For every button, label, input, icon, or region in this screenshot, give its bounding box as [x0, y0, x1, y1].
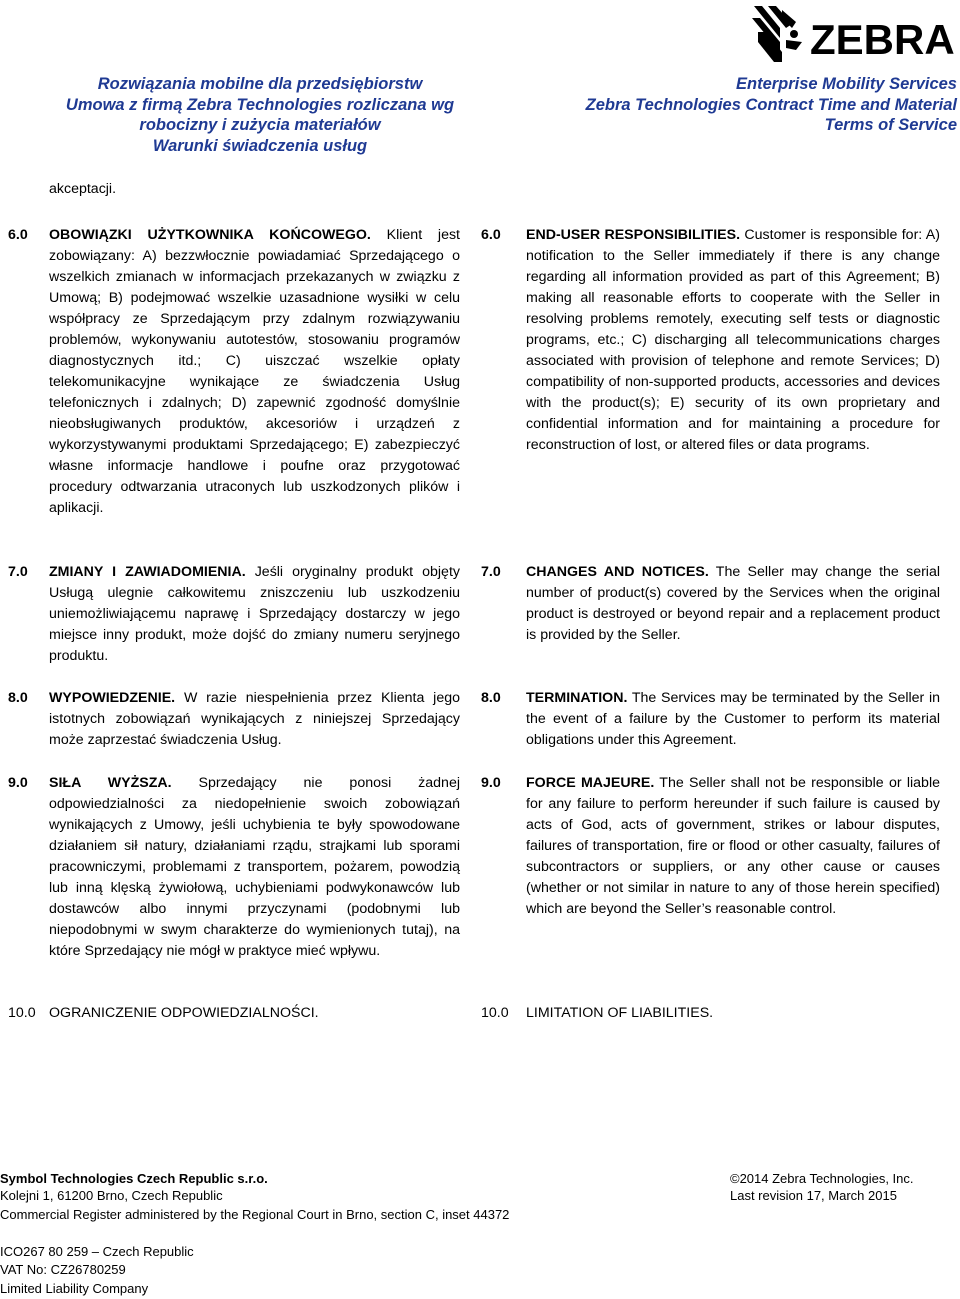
section-10-pl-title: OGRANICZENIE ODPOWIEDZIALNOŚCI.	[49, 1005, 319, 1021]
section-10-en-title: LIMITATION OF LIABILITIES.	[526, 1005, 714, 1021]
section-9-en	[526, 773, 940, 920]
section-number: 9.0	[481, 775, 501, 791]
footer-revision: Last revision 17, March 2015	[730, 1188, 897, 1203]
section-title: FORCE MAJEURE.	[526, 775, 655, 791]
section-number: 7.0	[481, 564, 501, 580]
section-body: Sprzedający nie ponosi żadnej odpowiedzialności za niedopełnienie swoich zobowiązań wynikających z Umowy, jeśli uchybienia te były spowodowane działaniem sił natury, działaniami rządu, strajkami lub sporami pracowniczymi, problemami z transportem, pożarem, powodzią lub inną klęską żywiołową, uchybieniami podwykonawców lub dostawców albo innymi przyczynami (podobnymi lub niepodobnymi w swym charakterze do wymienionych tutaj), na które Sprzedający nie mógł w praktyce mieć wpływu.	[49, 775, 460, 959]
header-left-line: Rozwiązania mobilne dla przedsiębiorstw	[97, 75, 423, 93]
section-7-pl	[49, 562, 460, 667]
section-8-pl	[49, 688, 460, 751]
section-number: 8.0	[8, 690, 28, 706]
header-right-line: Terms of Service	[824, 116, 957, 134]
section-body: The Seller may change the serial number of product(s) covered by the Services when the original product is destroyed or beyond repair and a replacement product is provided by the Seller.	[526, 564, 940, 643]
section-title: CHANGES AND NOTICES.	[526, 564, 709, 580]
footer-ico: ICO267 80 259 – Czech Republic	[0, 1244, 194, 1259]
footer-register: Commercial Register administered by the Regional Court in Brno, section C, inset 44372	[0, 1207, 510, 1222]
section-number: 10.0	[8, 1005, 36, 1021]
header-left-line: Warunki świadczenia usług	[152, 136, 368, 155]
section-number: 6.0	[8, 227, 28, 243]
footer-address: Kolejni 1, 61200 Brno, Czech Republic	[0, 1188, 223, 1203]
section-title: WYPOWIEDZENIE.	[49, 690, 176, 706]
section-number: 10.0	[481, 1005, 509, 1021]
section-title: END-USER RESPONSIBILITIES.	[526, 227, 741, 243]
footer-copyright: ©2014 Zebra Technologies, Inc.	[730, 1171, 914, 1186]
header-left-line: Umowa z firmą Zebra Technologies rozliczana wg	[65, 95, 455, 114]
section-9-pl	[49, 773, 460, 962]
section-body: Klient jest zobowiązany: A) bezzwłocznie powiadamiać Sprzedającego o wszelkich zmianach w informacjach przekazanych w związku z Umową; B) podejmować wszelkie uzasadnione wysiłki w celu współpracy ze Sprzedającym przy zdalnym rozwiązywaniu problemów, wykonywaniu autotestów, stosowaniu programów diagnostycznych itd.; C) uiszczać wszelkie opłaty telekomunikacyjne wynikające ze świadczenia Usług telefonicznych i zdalnych; D) zapewnić zgodność domyślnie nieobsługiwanych produktów, akcesoriów i urządzeń z wykorzystywanymi produktami Sprzedającego; E) zabezpieczyć własne informacje handlowe i poufne oraz przygotować procedury odtwarzania utraconych lub uszkodzonych plików i aplikacji.	[49, 227, 460, 516]
section-title: OBOWIĄZKI UŻYTKOWNIKA KOŃCOWEGO.	[49, 227, 371, 243]
footer-vat: VAT No: CZ26780259	[0, 1262, 126, 1277]
logo-wordmark: ZEBRA	[810, 16, 955, 63]
section-number: 6.0	[481, 227, 501, 243]
section-number: 8.0	[481, 690, 501, 706]
footer-company-type: Limited Liability Company	[0, 1281, 149, 1296]
section-number: 7.0	[8, 564, 28, 580]
header-left	[40, 74, 480, 156]
section-title: SIŁA WYŻSZA.	[49, 775, 172, 791]
carryover-text: akceptacji.	[49, 181, 117, 197]
section-body: Customer is responsible for: A) notification to the Seller immediately if there is any change regarding all information provided as part of this Agreement; B) making all reasonable efforts to cooperate with the Seller in resolving problems remotely, executing self tests or diagnostic programs, etc.; C) discharging all telecommunications charges associated with provision of telephone and remote Services; D) compatibility of non-supported products, accessories and devices with the product(s); E) security of its own proprietary and confidential information and for maintaining a procedure for reconstruction of lost, or altered files or data programs.	[526, 227, 940, 453]
zebra-logo	[752, 4, 957, 66]
section-7-en	[526, 562, 940, 646]
footer-company: Symbol Technologies Czech Republic s.r.o.	[0, 1171, 268, 1186]
section-body: Jeśli oryginalny produkt objęty Usługą ulegnie całkowitemu zniszczeniu lub uszkodzeniu uniemożliwiającemu naprawę i Sprzedający dostarczy w jego miejsce inny produkt, może dojść do zmiany numeru seryjnego produktu.	[49, 564, 460, 664]
section-title: ZMIANY I ZAWIADOMIENIA.	[49, 564, 246, 580]
header-right-line: Zebra Technologies Contract Time and Material	[585, 95, 957, 114]
section-body: The Services may be terminated by the Seller in the event of a failure by the Customer to perform its material obligations under this Agreement.	[526, 690, 940, 748]
zebra-head-icon	[752, 6, 802, 62]
section-6-en	[526, 225, 940, 456]
section-body: W razie niespełnienia przez Klienta jego istotnych zobowiązań wynikających z niniejszej Sprzedający może zaprzestać świadczenia Usług.	[49, 690, 460, 748]
header-right	[500, 74, 957, 136]
header-right-line: Enterprise Mobility Services	[735, 75, 957, 93]
section-number: 9.0	[8, 775, 28, 791]
section-title: TERMINATION.	[526, 690, 628, 706]
header-left-line: robocizny i zużycia materiałów	[139, 116, 381, 134]
section-8-en	[526, 688, 940, 751]
section-body: The Seller shall not be responsible or liable for any failure to perform hereunder if such failure is caused by acts of God, acts of government, strikes or labour disputes, failures of transportation, fire or flood or other casualty, failures of subcontractors or suppliers, or any other cause or causes (whether or not similar in nature to any of those herein specified) which are beyond the Seller’s reasonable control.	[526, 775, 940, 917]
section-6-pl	[49, 225, 460, 519]
